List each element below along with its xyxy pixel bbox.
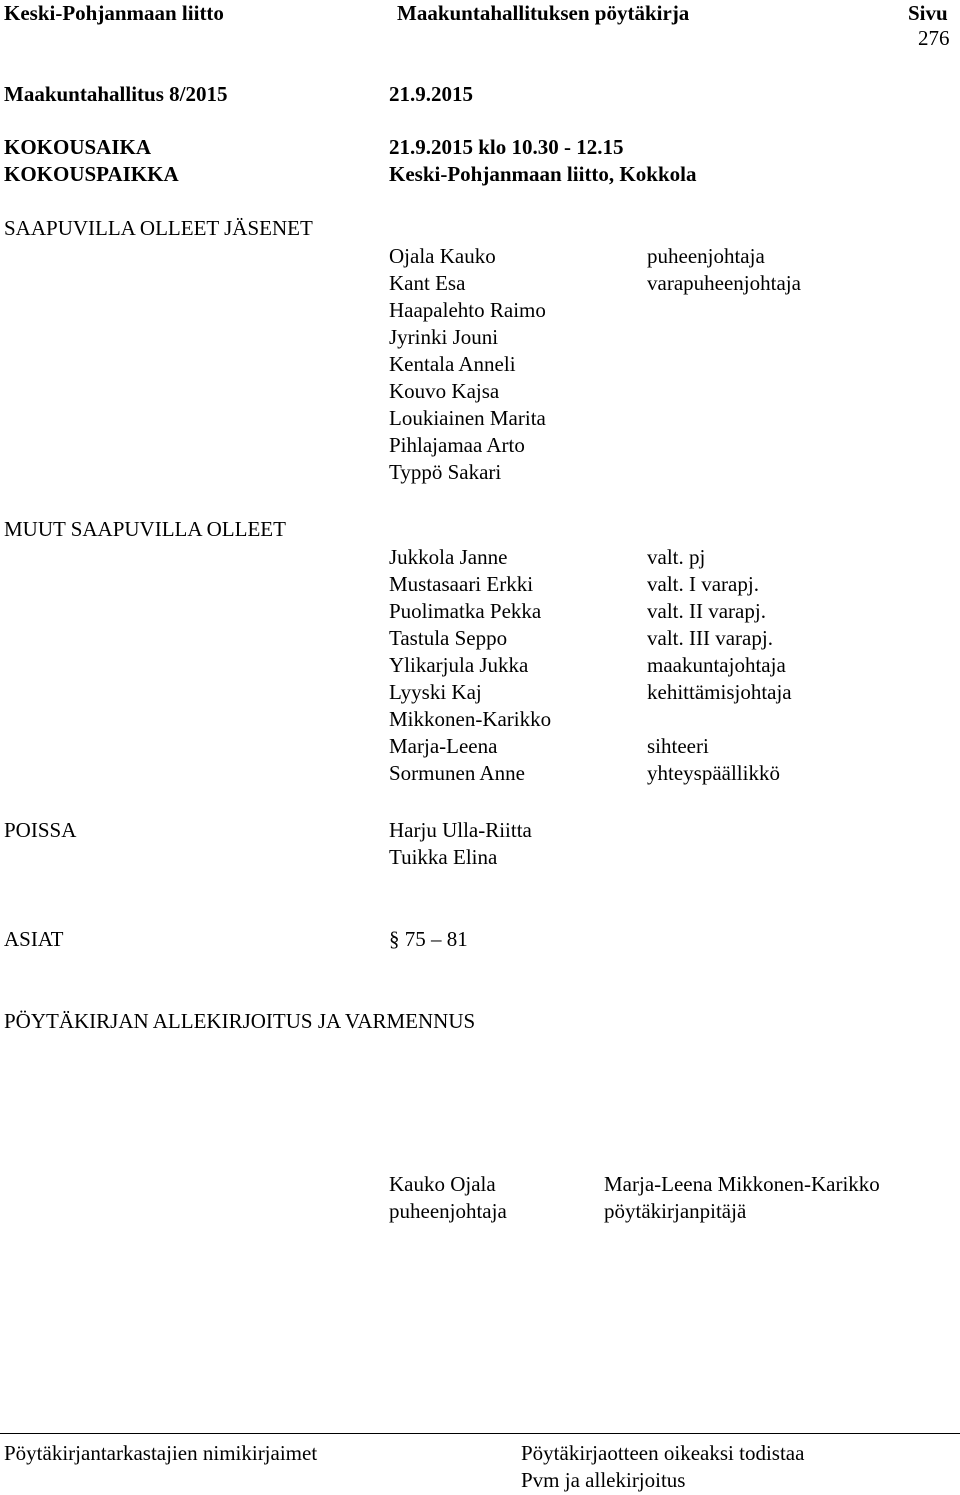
member-name: Kouvo Kajsa [389, 379, 500, 403]
matters-range: § 75 – 81 [389, 927, 468, 951]
header-page-number: 276 [918, 26, 950, 50]
meeting-place-value: Keski-Pohjanmaan liitto, Kokkola [389, 162, 697, 186]
member-name: Typpö Sakari [389, 460, 502, 484]
member-name: Kentala Anneli [389, 352, 516, 376]
members-name-list [389, 243, 546, 486]
footer-date-signature-label: Pvm ja allekirjoitus [521, 1468, 686, 1492]
other-role: valt. I varapj. [647, 572, 759, 596]
chair-name: Kauko Ojala [389, 1172, 496, 1196]
member-name: Ojala Kauko [389, 244, 496, 268]
other-role: valt. pj [647, 545, 706, 569]
absent-name: Tuikka Elina [389, 845, 498, 869]
footer-initials-label: Pöytäkirjantarkastajien nimikirjaimet [4, 1441, 318, 1465]
absent-name: Harju Ulla-Riitta [389, 818, 532, 842]
other-name: Tastula Seppo [389, 626, 508, 650]
signatures-heading: PÖYTÄKIRJAN ALLEKIRJOITUS JA VARMENNUS [4, 1009, 476, 1033]
other-role: maakuntajohtaja [647, 653, 786, 677]
members-role-list [647, 243, 801, 297]
other-name: Marja-Leena [389, 734, 498, 758]
absent-heading: POISSA [4, 818, 77, 842]
others-name-list [389, 544, 551, 787]
meeting-body: Maakuntahallitus 8/2015 [4, 82, 228, 106]
member-name: Kant Esa [389, 271, 466, 295]
other-role: yhteyspäällikkö [647, 761, 780, 785]
secretary-name: Marja-Leena Mikkonen-Karikko [604, 1172, 880, 1196]
matters-label: ASIAT [4, 927, 64, 951]
others-role-list [647, 544, 792, 787]
others-heading: MUUT SAAPUVILLA OLLEET [4, 517, 286, 541]
meeting-date: 21.9.2015 [389, 82, 473, 106]
other-name: Mustasaari Erkki [389, 572, 534, 596]
secretary-role: pöytäkirjanpitäjä [604, 1199, 747, 1223]
members-heading: SAAPUVILLA OLLEET JÄSENET [4, 216, 313, 240]
other-role: valt. II varapj. [647, 599, 766, 623]
meeting-place-label: KOKOUSPAIKKA [4, 162, 179, 186]
other-name: Sormunen Anne [389, 761, 525, 785]
member-name: Jyrinki Jouni [389, 325, 499, 349]
other-name: Lyyski Kaj [389, 680, 482, 704]
meeting-time-value: 21.9.2015 klo 10.30 - 12.15 [389, 135, 624, 159]
chair-role: puheenjohtaja [389, 1199, 507, 1223]
other-name: Mikkonen-Karikko [389, 707, 552, 731]
member-name: Pihlajamaa Arto [389, 433, 525, 457]
other-role: valt. III varapj. [647, 626, 773, 650]
header-document-type: Maakuntahallituksen pöytäkirja [397, 1, 690, 25]
footer-certification-label: Pöytäkirjaotteen oikeaksi todistaa [521, 1441, 805, 1465]
other-role: kehittämisjohtaja [647, 680, 792, 704]
other-name: Jukkola Janne [389, 545, 508, 569]
meeting-time-label: KOKOUSAIKA [4, 135, 152, 159]
member-role: varapuheenjohtaja [647, 271, 801, 295]
header-page-label: Sivu [908, 1, 948, 25]
header-organization: Keski-Pohjanmaan liitto [4, 1, 224, 25]
member-role: puheenjohtaja [647, 244, 765, 268]
other-role [647, 706, 792, 733]
member-name: Loukiainen Marita [389, 406, 546, 430]
footer-divider [0, 1433, 960, 1434]
other-role: sihteeri [647, 734, 709, 758]
absent-name-list [389, 817, 532, 871]
other-name: Puolimatka Pekka [389, 599, 542, 623]
member-name: Haapalehto Raimo [389, 298, 546, 322]
other-name: Ylikarjula Jukka [389, 653, 529, 677]
